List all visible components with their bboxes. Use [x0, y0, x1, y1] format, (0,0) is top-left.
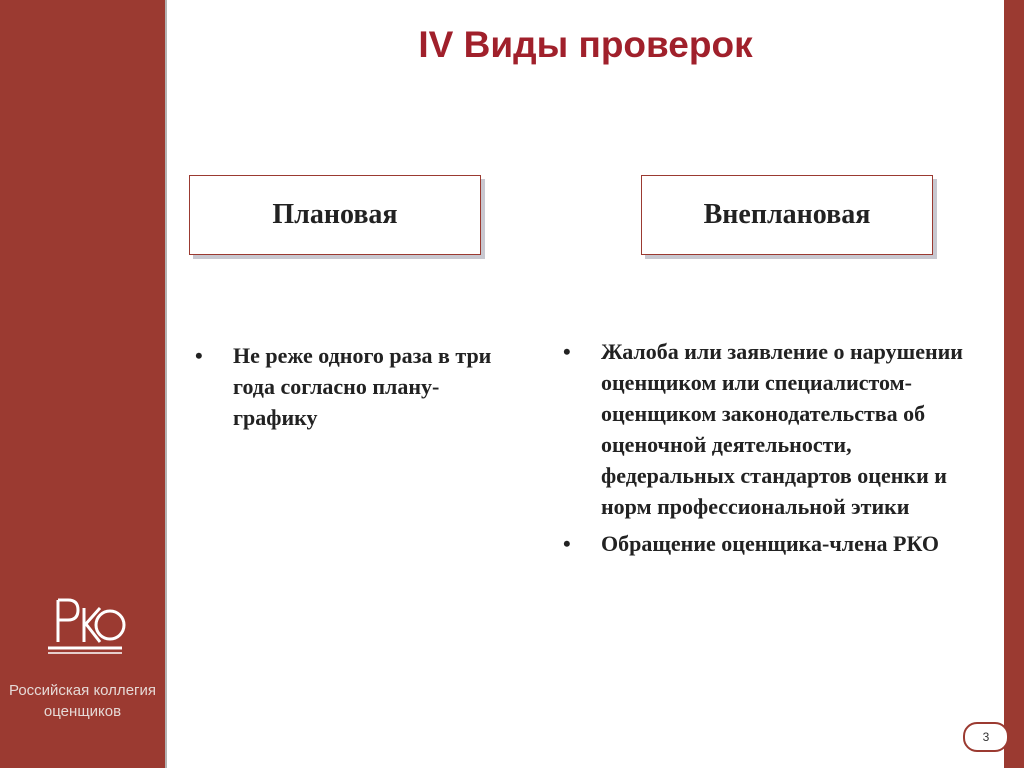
org-name: [0, 680, 165, 722]
page-number-badge: [963, 722, 1009, 752]
bullet-icon: •: [195, 343, 203, 368]
unplanned-heading-box: [641, 175, 933, 255]
unplanned-bullet-text: Жалоба или заявление о нарушении оценщиком или специалистом-оценщиком законодательства об оценочной деятельности, федеральных стандартов оценки и норм профессиональной этики: [601, 339, 963, 519]
list-item: [563, 528, 983, 559]
rko-logo: [40, 590, 130, 656]
planned-bullet-list: [195, 340, 500, 439]
planned-heading-box: [189, 175, 481, 255]
right-border-strip: [1004, 0, 1024, 768]
list-item: [563, 336, 983, 522]
planned-bullet-text: Не реже одного раза в три года согласно плану-графику: [233, 343, 492, 430]
planned-heading: Плановая: [272, 199, 398, 230]
sidebar-divider: [165, 0, 167, 768]
org-name-line1: Российская коллегия: [8, 682, 157, 699]
bullet-icon: •: [563, 339, 571, 364]
unplanned-heading: Внеплановая: [703, 199, 871, 230]
org-name-line2: оценщиков: [43, 703, 122, 720]
unplanned-bullet-text: Обращение оценщика-члена РКО: [601, 531, 939, 556]
unplanned-bullet-list: [563, 336, 983, 565]
page-number: 3: [982, 730, 990, 744]
bullet-icon: •: [563, 531, 571, 556]
list-item: [195, 340, 500, 433]
slide-title: IV Виды проверок: [418, 24, 753, 65]
